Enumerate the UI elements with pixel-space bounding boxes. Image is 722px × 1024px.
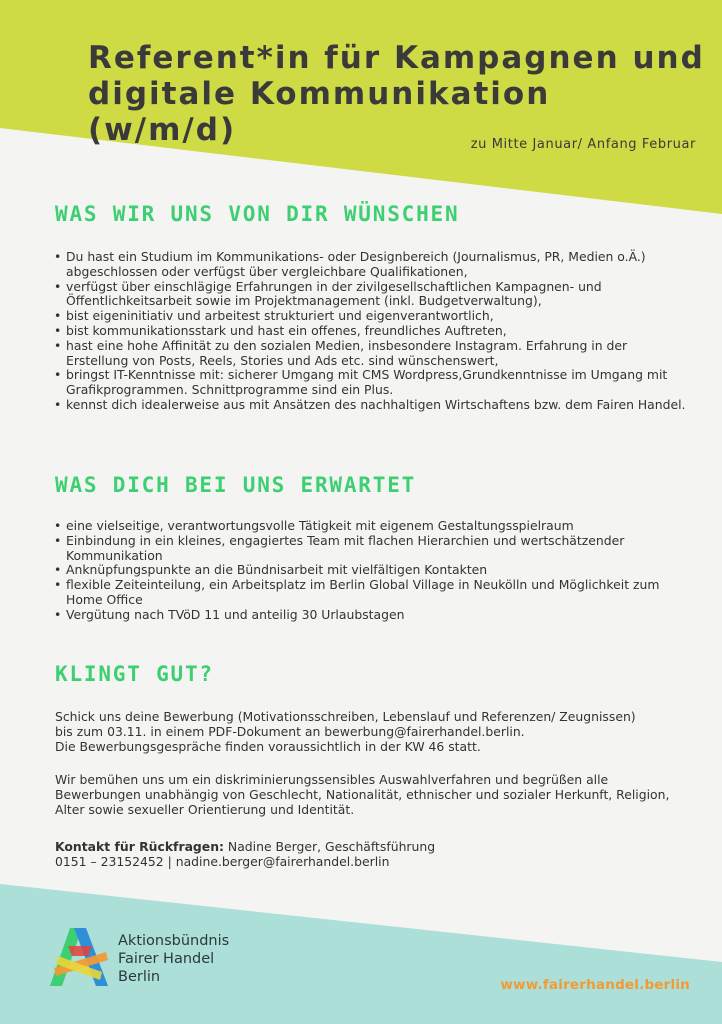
contact-details: 0151 – 23152452 | nadine.berger@fairerhandel.berlin [55,854,390,870]
list-item: • hast eine hohe Affinität zu den sozialen Medien, insbesondere Instagram. Erfahrung in der Erstellung von Posts, Reels, Stories und Ads etc. sind wünschenswert, [52,339,692,369]
instructions-line-1: Schick uns deine Bewerbung (Motivationsschreiben, Lebenslauf und Referenzen/ Zeugnissen) [55,709,636,724]
logo-line-2: Fairer Handel [118,951,215,967]
contact-name: Nadine Berger, Geschäftsführung [223,839,436,854]
wishes-list [52,250,692,413]
list-item: • verfügst über einschlägige Erfahrungen in der zivilgesellschaftlichen Kampagnen- und Öffentlichkeitsarbeit sowie im Projektmanagement (inkl. Budgetverwaltung), [52,280,692,310]
start-date-subtitle: zu Mitte Januar/ Anfang Februar [470,137,696,152]
logo-line-3: Berlin [118,969,161,985]
offer-list [52,519,692,623]
diversity-statement: Wir bemühen uns um ein diskriminierungssensibles Auswahlverfahren und begrüßen alle Bewerbungen unabhängig von Geschlecht, Nationalität, ethnischer und sozialer Herkunft, Religion, Alter sowie sexueller Orientierung und Identität. [55,772,670,818]
instructions-line-2: bis zum 03.11. in einem PDF-Dokument an bewerbung@fairerhandel.berlin. [55,724,525,740]
list-item: • flexible Zeiteinteilung, ein Arbeitsplatz im Berlin Global Village in Neukölln und Möglichkeit zum Home Office [52,578,692,608]
title-line-2: digitale Kommunikation (w/m/d) [88,76,551,148]
website-link[interactable]: www.fairerhandel.berlin [500,977,690,993]
page-title [88,40,708,148]
contact-label: Kontakt für Rückfragen: [55,839,224,854]
aktionsbuendnis-logo-icon [48,926,110,988]
list-item: • Einbindung in ein kleines, engagiertes Team mit flachen Hierarchien und wertschätzender Kommunikation [52,534,692,564]
list-item: • bist kommunikationsstark und hast ein offenes, freundliches Auftreten, [52,324,692,339]
list-item: • Du hast ein Studium im Kommunikations- oder Designbereich (Journalismus, PR, Medien o.Ä.) abgeschlossen oder verfügst über vergleichbare Qualifikationen, [52,250,692,280]
heading-apply: KLINGT GUT? [55,662,214,686]
application-instructions [55,709,695,755]
contact-info [55,839,695,869]
list-item: • Anknüpfungspunkte an die Bündnisarbeit mit vielfältigen Kontakten [52,563,692,578]
instructions-line-3: Die Bewerbungsgespräche finden voraussichtlich in der KW 46 statt. [55,739,481,755]
list-item: • kennst dich idealerweise aus mit Ansätzen des nachhaltigen Wirtschaftens bzw. dem Fairen Handel. [52,398,692,413]
logo-line-1: Aktionsbündnis [118,933,230,949]
list-item: • bist eigeninitiativ und arbeitest strukturiert und eigenverantwortlich, [52,309,692,324]
list-item: • eine vielseitige, verantwortungsvolle Tätigkeit mit eigenem Gestaltungsspielraum [52,519,692,534]
list-item: • Vergütung nach TVöD 11 und anteilig 30 Urlaubstagen [52,608,692,623]
heading-wishes: WAS WIR UNS VON DIR WÜNSCHEN [55,202,460,226]
heading-offer: WAS DICH BEI UNS ERWARTET [55,473,417,497]
logo-text [118,932,229,986]
title-line-1: Referent*in für Kampagnen und [88,40,705,76]
list-item: • bringst IT-Kenntnisse mit: sicherer Umgang mit CMS Wordpress,Grundkenntnisse im Umgang mit Grafikprogrammen. Schnittprogramme sind ein Plus. [52,368,692,398]
